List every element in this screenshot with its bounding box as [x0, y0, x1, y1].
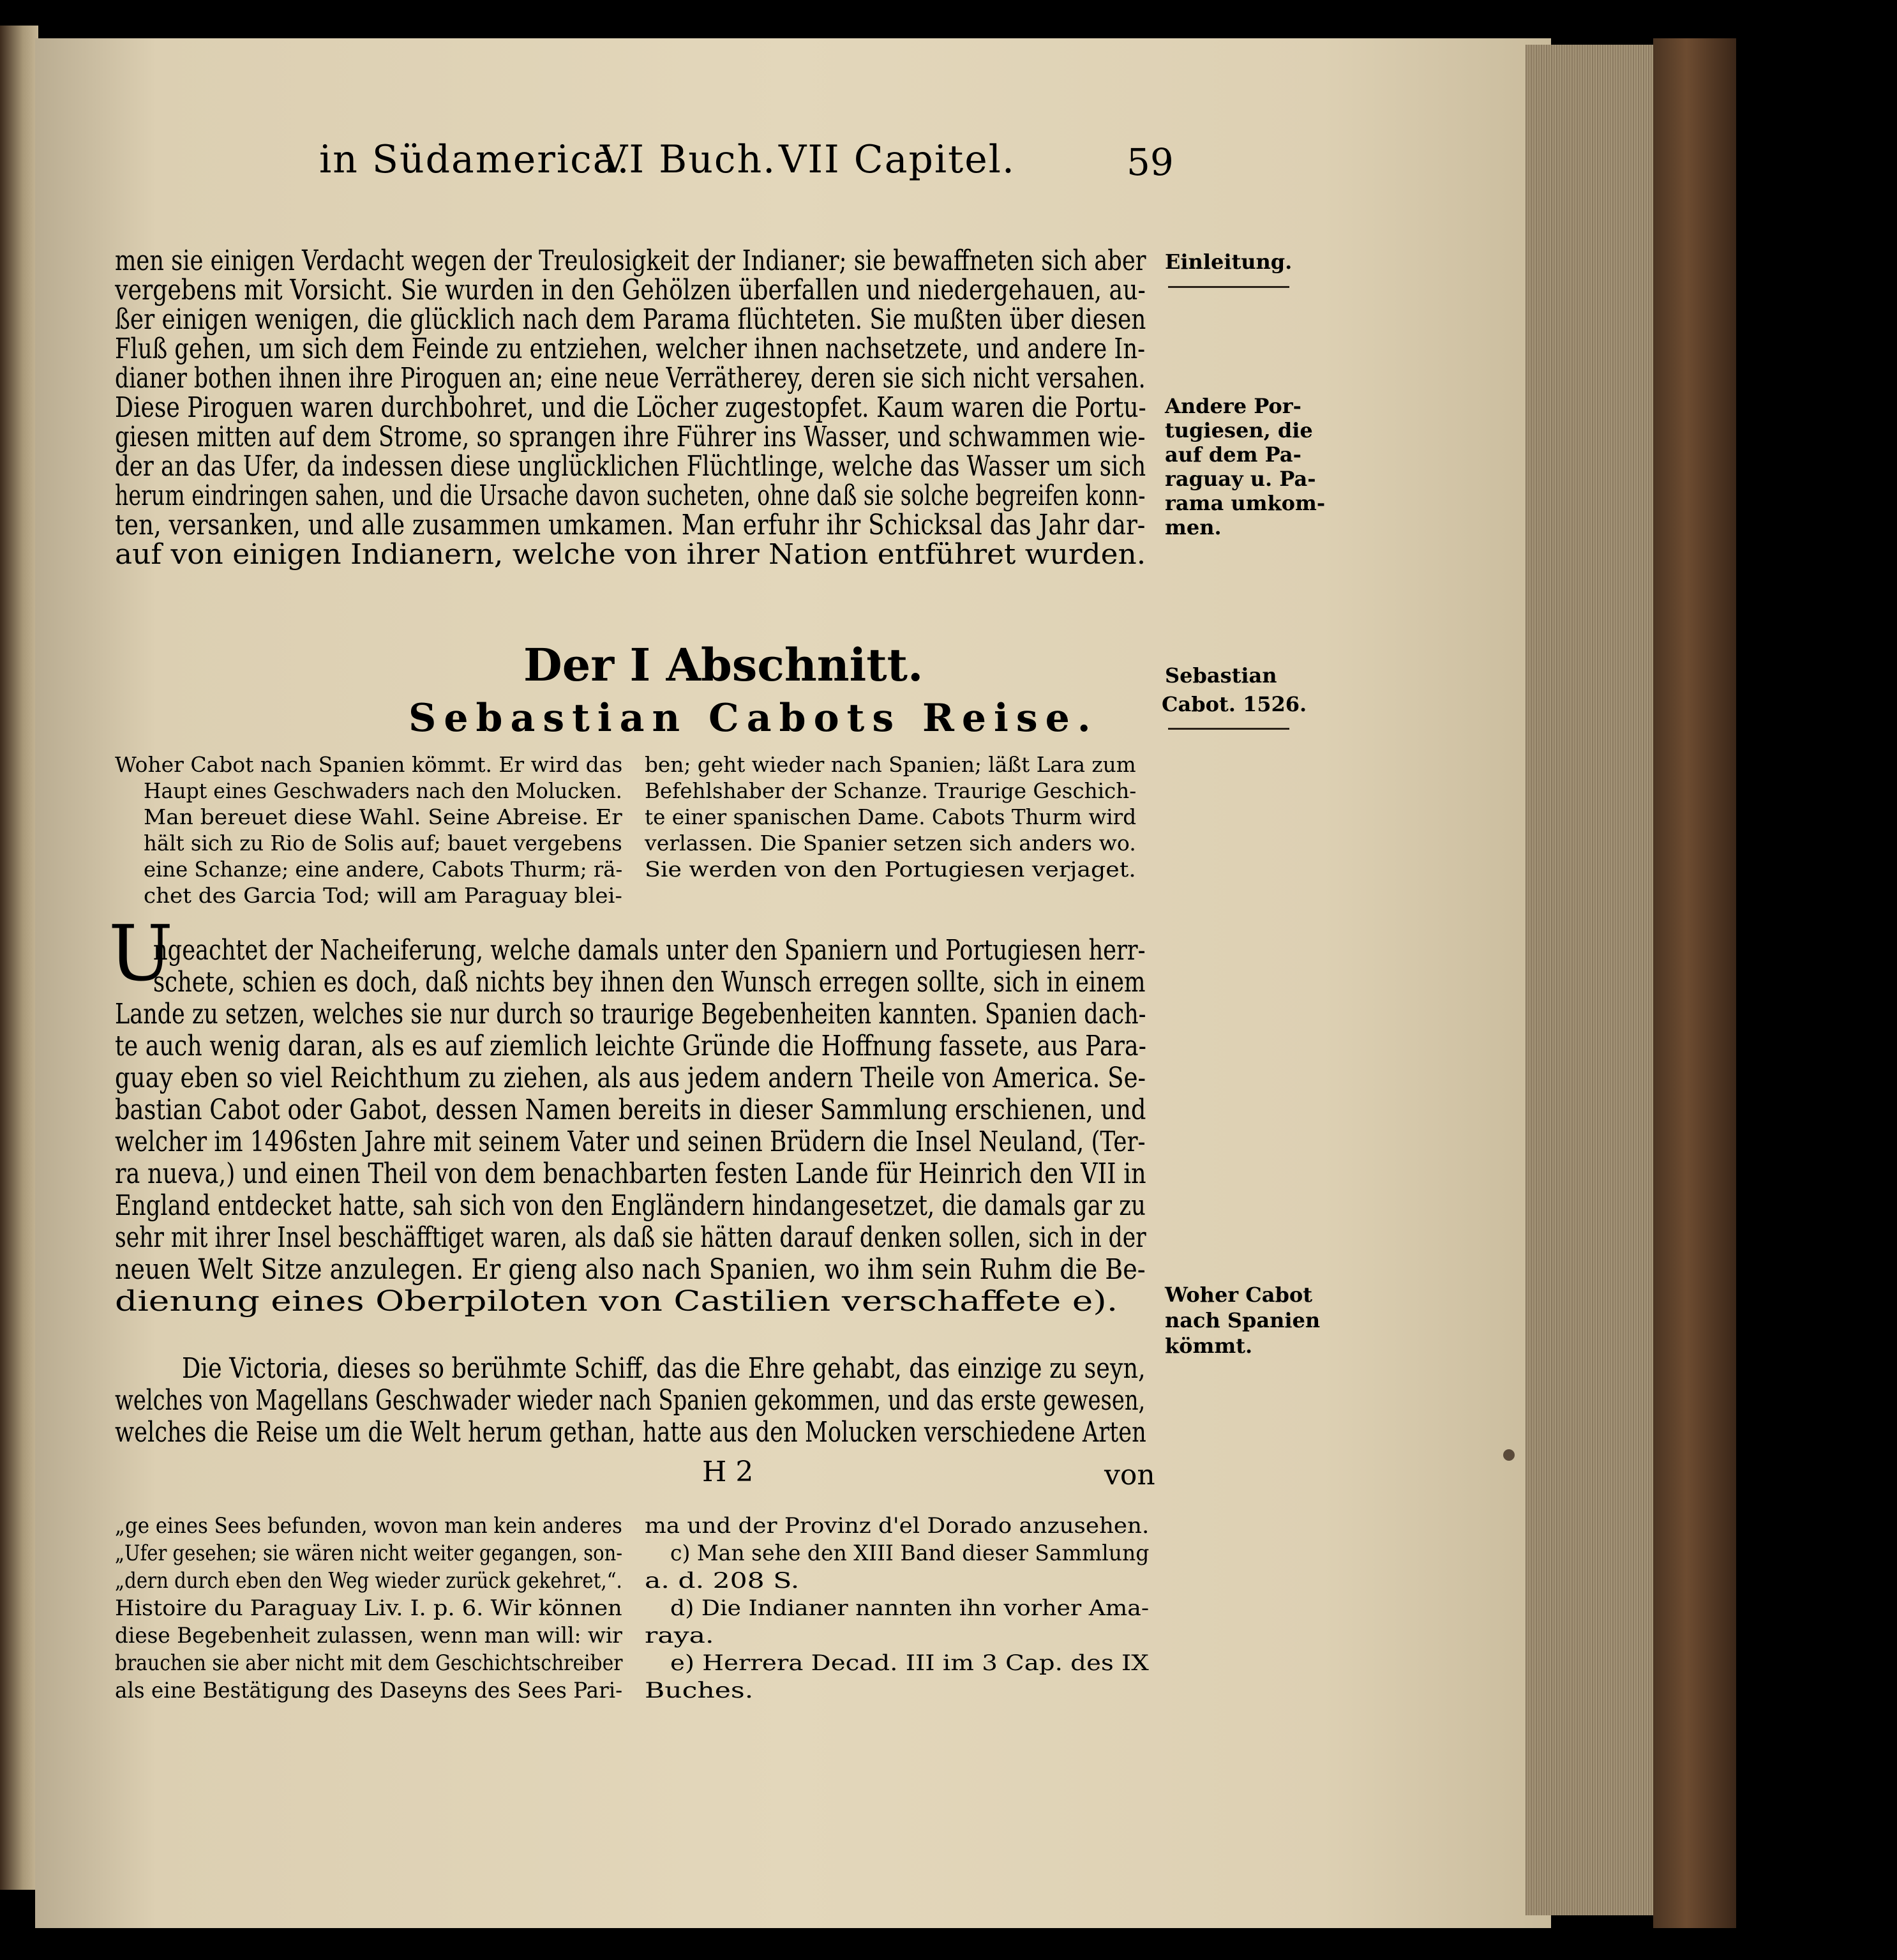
main-line: welches von Magellans Geschwader wieder nach Spanien gekommen, und das erste gewesen, — [115, 1384, 1146, 1417]
main-line: sehr mit ihrer Insel beschäfftiget waren, als daß sie hätten darauf denken sollen, sich in der — [115, 1221, 1146, 1254]
summary-line: verlassen. Die Spanier setzen sich anders wo. — [645, 831, 1136, 856]
book-cover — [1653, 38, 1736, 1928]
chapter-number: VII Capitel. — [779, 137, 1016, 182]
main-line: welches die Reise um die Welt herum gethan, hatte aus den Molucken verschiedene Arten — [115, 1416, 1146, 1449]
running-title: in Südamerica. — [319, 137, 631, 182]
footnote-line: ma und der Provinz d'el Dorado anzusehen. — [645, 1513, 1150, 1539]
book-number: VI Buch. — [600, 137, 777, 182]
summary-line: Sie werden von den Portugiesen verjaget. — [645, 857, 1136, 882]
footnote-line: Buches. — [645, 1678, 754, 1703]
main-line: bastian Cabot oder Gabot, dessen Namen bereits in dieser Sammlung erschienen, und — [115, 1094, 1146, 1126]
intro-line: ßer einigen wenigen, die glücklich nach dem Parama flüchteten. Sie mußten über diesen — [115, 303, 1146, 336]
main-line: welcher im 1496sten Jahre mit seinem Vater und seinen Brüdern die Insel Neuland, (Ter- — [115, 1126, 1146, 1158]
margin-note-line: Andere Por- — [1165, 394, 1301, 418]
footnote-line: Histoire du Paraguay Liv. I. p. 6. Wir können — [115, 1595, 622, 1621]
footnote-line: brauchen sie aber nicht mit dem Geschichtschreiber — [115, 1650, 623, 1676]
summary-line: te einer spanischen Dame. Cabots Thurm wird — [645, 804, 1137, 829]
main-line: schete, schien es doch, daß nichts bey ihnen den Wunsch erregen sollte, sich in einem — [153, 966, 1146, 999]
drop-cap: U — [109, 910, 174, 999]
footnote-line: „ge eines Sees befunden, wovon man kein anderes — [115, 1513, 622, 1539]
intro-line: giesen mitten auf dem Strome, so sprangen ihre Führer ins Wasser, und schwammen wie- — [115, 421, 1146, 453]
intro-line: Fluß gehen, um sich dem Feinde zu entziehen, welcher ihnen nachsetzete, und andere In- — [115, 333, 1146, 365]
section-subtitle: Sebastian Cabots Reise. — [409, 696, 1098, 741]
ink-spot — [1503, 1449, 1515, 1461]
footnote-line: „dern durch eben den Weg wieder zurück gekehret,“. — [115, 1568, 622, 1594]
margin-note-line: raguay u. Pa- — [1165, 467, 1316, 491]
footnote-line: c) Man sehe den XIII Band dieser Sammlung — [670, 1541, 1150, 1566]
main-line: dienung eines Oberpiloten von Castilien verschaffete e). — [115, 1285, 1118, 1318]
margin-note-line: auf dem Pa- — [1165, 442, 1301, 467]
intro-line: vergebens mit Vorsicht. Sie wurden in den Gehölzen überfallen und niedergehauen, au- — [115, 274, 1146, 306]
main-line: ra nueva,) und einen Theil von dem benachbarten festen Lande für Heinrich den VII in — [115, 1157, 1146, 1190]
footnote-line: e) Herrera Decad. III im 3 Cap. des IX — [670, 1650, 1149, 1676]
intro-line: der an das Ufer, da indessen diese unglücklichen Flüchtlinge, welche das Wasser um sich — [115, 450, 1146, 483]
footnote-line: a. d. 208 S. — [645, 1568, 800, 1594]
left-page-edge — [0, 26, 38, 1890]
main-line: te auch wenig daran, als es auf ziemlich leichte Gründe die Hoffnung fassete, aus Para- — [115, 1030, 1146, 1062]
section-title: Der I Abschnitt. — [523, 638, 924, 691]
page-block-edge — [1526, 45, 1660, 1915]
summary-line: Woher Cabot nach Spanien kömmt. Er wird das — [115, 752, 623, 777]
summary-line: chet des Garcia Tod; will am Paraguay blei- — [144, 883, 622, 908]
intro-line: dianer bothen ihnen ihre Piroguen an; eine neue Verrätherey, deren sie sich nicht versahen. — [115, 362, 1146, 395]
margin-note-einleitung: Einleitung. — [1165, 250, 1293, 274]
margin-note-line: kömmt. — [1165, 1334, 1253, 1358]
intro-line: men sie einigen Verdacht wegen der Treulosigkeit der Indianer; sie bewaffneten sich aber — [115, 245, 1146, 277]
margin-brace — [1168, 286, 1289, 288]
footnote-line: d) Die Indianer nannten ihn vorher Ama- — [670, 1595, 1150, 1621]
catchword: von — [1104, 1459, 1155, 1491]
page-number: 59 — [1127, 140, 1174, 184]
margin-note-line: men. — [1165, 515, 1222, 539]
main-line: guay eben so viel Reichthum zu ziehen, als aus jedem andern Theile von America. Se- — [115, 1062, 1146, 1094]
intro-line: ten, versanken, und alle zusammen umkamen. Man erfuhr ihr Schicksal das Jahr dar- — [115, 509, 1146, 541]
footnote-line: als eine Bestätigung des Daseyns des Sees Pari- — [115, 1678, 623, 1703]
summary-line: Befehlshaber der Schanze. Traurige Geschich- — [645, 778, 1137, 803]
margin-note-line: tugiesen, die — [1165, 418, 1313, 442]
summary-line: eine Schanze; eine andere, Cabots Thurm; rä- — [144, 857, 623, 882]
signature-mark: H 2 — [702, 1456, 754, 1488]
intro-line: Diese Piroguen waren durchbohret, und die Löcher zugestopfet. Kaum waren die Portu- — [115, 391, 1146, 424]
margin-brace — [1168, 728, 1289, 730]
footnote-line: raya. — [645, 1623, 714, 1648]
summary-line: Man bereuet diese Wahl. Seine Abreise. Er — [144, 804, 622, 829]
margin-note-line: nach Spanien — [1165, 1308, 1321, 1332]
main-line: ngeachtet der Nacheiferung, welche damals unter den Spaniern und Portugiesen herr- — [153, 934, 1146, 967]
margin-note-line: Woher Cabot — [1165, 1283, 1312, 1307]
footnote-line: „Ufer gesehen; sie wären nicht weiter gegangen, son- — [115, 1541, 623, 1566]
main-line: Die Victoria, dieses so berühmte Schiff, das die Ehre gehabt, das einzige zu seyn, — [182, 1352, 1146, 1385]
intro-line: auf von einigen Indianern, welche von ihrer Nation entführet wurden. — [115, 538, 1146, 571]
summary-line: hält sich zu Rio de Solis auf; bauet vergebens — [144, 831, 622, 856]
footnote-line: diese Begebenheit zulassen, wenn man will: wir — [115, 1623, 622, 1648]
main-line: neuen Welt Sitze anzulegen. Er gieng also nach Spanien, wo ihm sein Ruhm die Be- — [115, 1253, 1146, 1286]
main-line: Lande zu setzen, welches sie nur durch so traurige Begebenheiten kannten. Spanien dach- — [115, 998, 1146, 1030]
margin-note-line: Cabot. 1526. — [1162, 692, 1307, 716]
summary-line: ben; geht wieder nach Spanien; läßt Lara zum — [645, 752, 1136, 777]
margin-note-line: Sebastian — [1165, 663, 1277, 688]
summary-line: Haupt eines Geschwaders nach den Molucken. — [144, 778, 622, 803]
margin-note-line: rama umkom- — [1165, 491, 1326, 515]
main-line: England entdecket hatte, sah sich von den Engländern hindangesetzet, die damals gar zu — [115, 1189, 1146, 1222]
intro-line: herum eindringen sahen, und die Ursache davon sucheten, ohne daß sie solche begreifen konn- — [115, 479, 1146, 512]
